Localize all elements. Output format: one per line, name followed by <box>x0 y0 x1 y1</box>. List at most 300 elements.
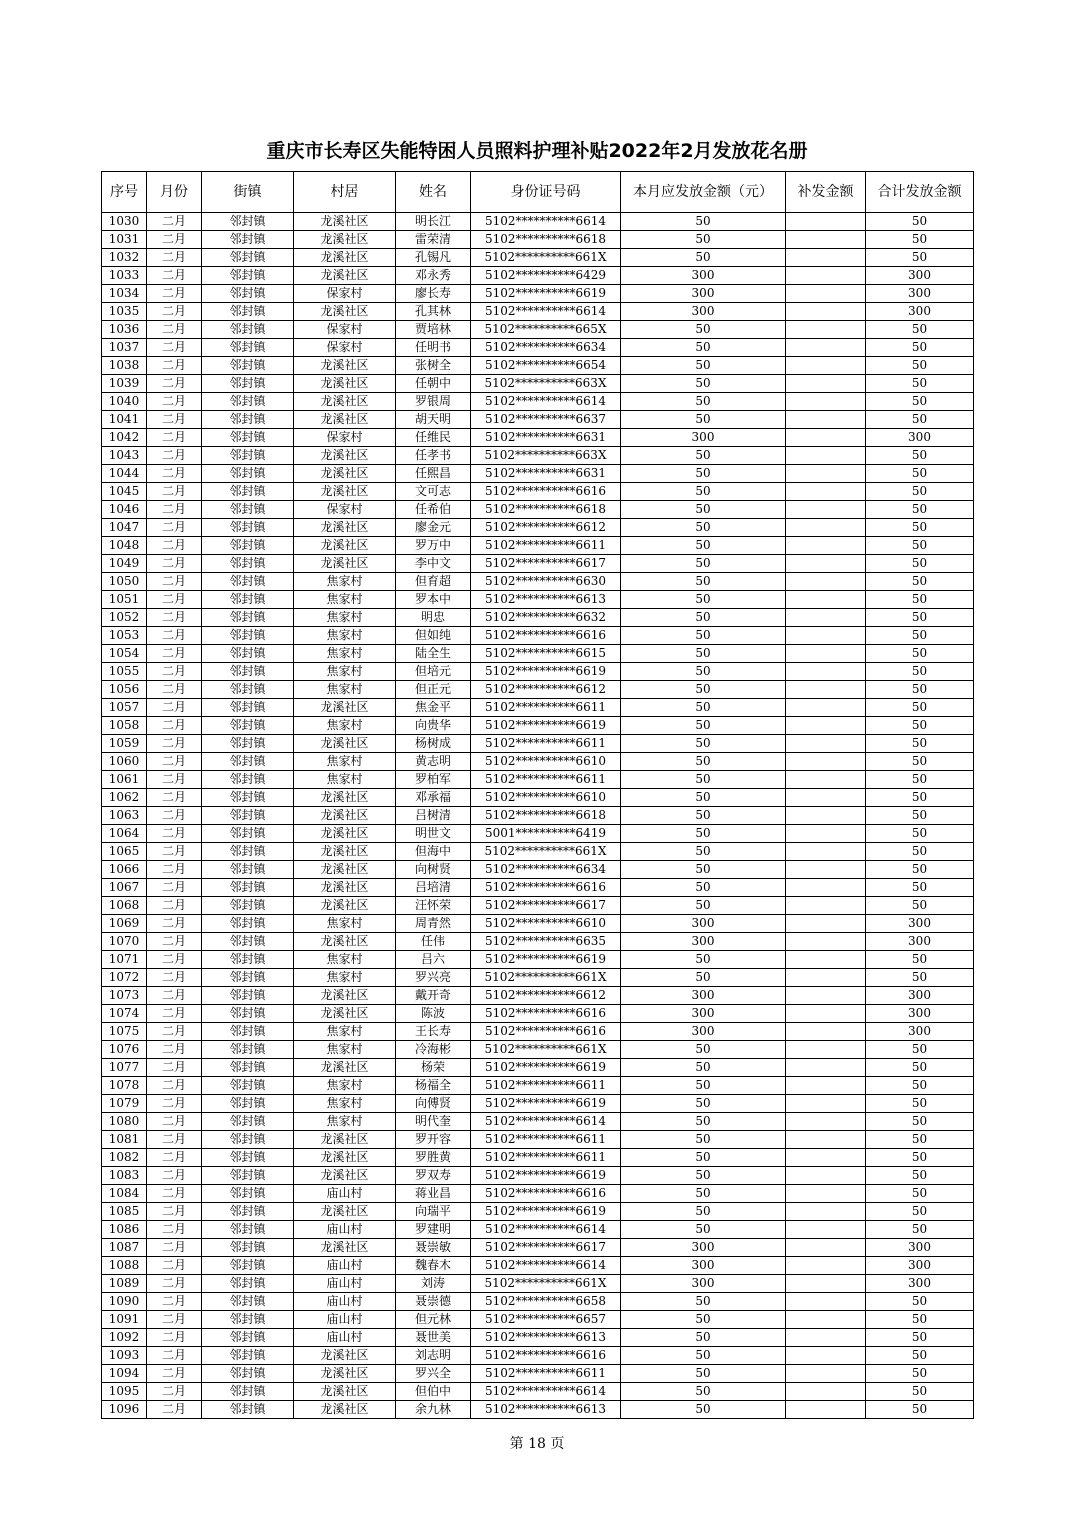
total-amount-cell: 50 <box>866 1077 974 1095</box>
name-cell: 杨树成 <box>396 735 471 753</box>
header-monthly-amount: 本月应发放金额（元） <box>621 172 786 213</box>
table-row <box>102 1023 974 1041</box>
name-cell: 刘涛 <box>396 1275 471 1293</box>
month-cell: 二月 <box>147 1383 202 1401</box>
name-cell: 蒋业昌 <box>396 1185 471 1203</box>
id-number-cell: 5102**********6618 <box>471 231 621 249</box>
month-cell: 二月 <box>147 663 202 681</box>
back-pay-cell <box>786 789 866 807</box>
id-number-cell: 5102**********6611 <box>471 735 621 753</box>
name-cell: 但元林 <box>396 1311 471 1329</box>
town-cell: 邻封镇 <box>202 519 294 537</box>
monthly-amount-cell: 300 <box>621 1005 786 1023</box>
village-cell: 龙溪社区 <box>294 987 396 1005</box>
seq-cell: 1093 <box>102 1347 147 1365</box>
monthly-amount-cell: 50 <box>621 213 786 231</box>
town-cell: 邻封镇 <box>202 1293 294 1311</box>
id-number-cell: 5102**********665X <box>471 321 621 339</box>
monthly-amount-cell: 300 <box>621 285 786 303</box>
village-cell: 龙溪社区 <box>294 213 396 231</box>
monthly-amount-cell: 50 <box>621 447 786 465</box>
town-cell: 邻封镇 <box>202 735 294 753</box>
month-cell: 二月 <box>147 825 202 843</box>
total-amount-cell: 300 <box>866 933 974 951</box>
town-cell: 邻封镇 <box>202 1311 294 1329</box>
seq-cell: 1071 <box>102 951 147 969</box>
id-number-cell: 5102**********6618 <box>471 807 621 825</box>
id-number-cell: 5102**********6616 <box>471 627 621 645</box>
back-pay-cell <box>786 807 866 825</box>
back-pay-cell <box>786 825 866 843</box>
seq-cell: 1088 <box>102 1257 147 1275</box>
seq-cell: 1040 <box>102 393 147 411</box>
back-pay-cell <box>786 645 866 663</box>
monthly-amount-cell: 50 <box>621 1311 786 1329</box>
town-cell: 邻封镇 <box>202 1275 294 1293</box>
total-amount-cell: 50 <box>866 519 974 537</box>
name-cell: 杨荣 <box>396 1059 471 1077</box>
month-cell: 二月 <box>147 1239 202 1257</box>
town-cell: 邻封镇 <box>202 915 294 933</box>
table-row <box>102 537 974 555</box>
back-pay-cell <box>786 987 866 1005</box>
total-amount-cell: 300 <box>866 1275 974 1293</box>
total-amount-cell: 50 <box>866 465 974 483</box>
header-month: 月份 <box>147 172 202 213</box>
monthly-amount-cell: 50 <box>621 609 786 627</box>
id-number-cell: 5102**********6616 <box>471 879 621 897</box>
total-amount-cell: 50 <box>866 483 974 501</box>
town-cell: 邻封镇 <box>202 447 294 465</box>
village-cell: 龙溪社区 <box>294 1203 396 1221</box>
total-amount-cell: 50 <box>866 879 974 897</box>
month-cell: 二月 <box>147 501 202 519</box>
seq-cell: 1033 <box>102 267 147 285</box>
monthly-amount-cell: 50 <box>621 699 786 717</box>
monthly-amount-cell: 50 <box>621 897 786 915</box>
table-row <box>102 591 974 609</box>
id-number-cell: 5102**********6619 <box>471 1059 621 1077</box>
name-cell: 罗兴亮 <box>396 969 471 987</box>
name-cell: 黄志明 <box>396 753 471 771</box>
total-amount-cell: 50 <box>866 1149 974 1167</box>
month-cell: 二月 <box>147 1131 202 1149</box>
village-cell: 龙溪社区 <box>294 843 396 861</box>
town-cell: 邻封镇 <box>202 591 294 609</box>
month-cell: 二月 <box>147 609 202 627</box>
total-amount-cell: 50 <box>866 1221 974 1239</box>
village-cell: 焦家村 <box>294 1041 396 1059</box>
town-cell: 邻封镇 <box>202 1329 294 1347</box>
village-cell: 龙溪社区 <box>294 537 396 555</box>
month-cell: 二月 <box>147 465 202 483</box>
back-pay-cell <box>786 411 866 429</box>
monthly-amount-cell: 50 <box>621 591 786 609</box>
total-amount-cell: 50 <box>866 447 974 465</box>
table-row <box>102 825 974 843</box>
name-cell: 任维民 <box>396 429 471 447</box>
id-number-cell: 5102**********6619 <box>471 663 621 681</box>
town-cell: 邻封镇 <box>202 1059 294 1077</box>
name-cell: 但海中 <box>396 843 471 861</box>
total-amount-cell: 50 <box>866 249 974 267</box>
total-amount-cell: 50 <box>866 1401 974 1419</box>
month-cell: 二月 <box>147 1401 202 1419</box>
monthly-amount-cell: 50 <box>621 1059 786 1077</box>
table-row <box>102 339 974 357</box>
name-cell: 明长江 <box>396 213 471 231</box>
town-cell: 邻封镇 <box>202 843 294 861</box>
total-amount-cell: 50 <box>866 231 974 249</box>
name-cell: 罗双寿 <box>396 1167 471 1185</box>
id-number-cell: 5102**********6614 <box>471 1113 621 1131</box>
seq-cell: 1053 <box>102 627 147 645</box>
monthly-amount-cell: 50 <box>621 537 786 555</box>
month-cell: 二月 <box>147 1023 202 1041</box>
month-cell: 二月 <box>147 411 202 429</box>
seq-cell: 1036 <box>102 321 147 339</box>
name-cell: 聂世美 <box>396 1329 471 1347</box>
id-number-cell: 5102**********6614 <box>471 1221 621 1239</box>
back-pay-cell <box>786 1293 866 1311</box>
seq-cell: 1043 <box>102 447 147 465</box>
back-pay-cell <box>786 249 866 267</box>
seq-cell: 1070 <box>102 933 147 951</box>
village-cell: 焦家村 <box>294 609 396 627</box>
town-cell: 邻封镇 <box>202 375 294 393</box>
seq-cell: 1095 <box>102 1383 147 1401</box>
town-cell: 邻封镇 <box>202 1221 294 1239</box>
month-cell: 二月 <box>147 213 202 231</box>
back-pay-cell <box>786 1329 866 1347</box>
seq-cell: 1035 <box>102 303 147 321</box>
total-amount-cell: 50 <box>866 339 974 357</box>
back-pay-cell <box>786 681 866 699</box>
town-cell: 邻封镇 <box>202 1365 294 1383</box>
monthly-amount-cell: 50 <box>621 339 786 357</box>
village-cell: 保家村 <box>294 501 396 519</box>
month-cell: 二月 <box>147 1347 202 1365</box>
table-row <box>102 1077 974 1095</box>
total-amount-cell: 50 <box>866 375 974 393</box>
name-cell: 罗开容 <box>396 1131 471 1149</box>
page-number: 第 18 页 <box>509 1436 565 1452</box>
monthly-amount-cell: 50 <box>621 1185 786 1203</box>
village-cell: 龙溪社区 <box>294 447 396 465</box>
monthly-amount-cell: 50 <box>621 807 786 825</box>
id-number-cell: 5102**********6616 <box>471 483 621 501</box>
table-row <box>102 267 974 285</box>
id-number-cell: 5102**********6617 <box>471 555 621 573</box>
village-cell: 龙溪社区 <box>294 1005 396 1023</box>
id-number-cell: 5102**********6619 <box>471 1167 621 1185</box>
seq-cell: 1087 <box>102 1239 147 1257</box>
table-row <box>102 1005 974 1023</box>
town-cell: 邻封镇 <box>202 753 294 771</box>
town-cell: 邻封镇 <box>202 969 294 987</box>
id-number-cell: 5102**********6611 <box>471 1131 621 1149</box>
back-pay-cell <box>786 1239 866 1257</box>
name-cell: 任孝书 <box>396 447 471 465</box>
seq-cell: 1080 <box>102 1113 147 1131</box>
village-cell: 龙溪社区 <box>294 789 396 807</box>
month-cell: 二月 <box>147 357 202 375</box>
month-cell: 二月 <box>147 1095 202 1113</box>
month-cell: 二月 <box>147 987 202 1005</box>
total-amount-cell: 300 <box>866 1023 974 1041</box>
monthly-amount-cell: 50 <box>621 1383 786 1401</box>
month-cell: 二月 <box>147 537 202 555</box>
seq-cell: 1072 <box>102 969 147 987</box>
back-pay-cell <box>786 753 866 771</box>
monthly-amount-cell: 300 <box>621 1275 786 1293</box>
table-row <box>102 969 974 987</box>
name-cell: 罗本中 <box>396 591 471 609</box>
monthly-amount-cell: 50 <box>621 879 786 897</box>
seq-cell: 1042 <box>102 429 147 447</box>
seq-cell: 1069 <box>102 915 147 933</box>
month-cell: 二月 <box>147 879 202 897</box>
monthly-amount-cell: 50 <box>621 1167 786 1185</box>
id-number-cell: 5102**********6631 <box>471 465 621 483</box>
village-cell: 龙溪社区 <box>294 375 396 393</box>
total-amount-cell: 50 <box>866 825 974 843</box>
month-cell: 二月 <box>147 231 202 249</box>
total-amount-cell: 50 <box>866 843 974 861</box>
seq-cell: 1081 <box>102 1131 147 1149</box>
town-cell: 邻封镇 <box>202 789 294 807</box>
table-row <box>102 1131 974 1149</box>
table-row <box>102 1149 974 1167</box>
page-title: 重庆市长寿区失能特困人员照料护理补贴2022年2月发放花名册 <box>266 140 808 162</box>
table-row <box>102 1239 974 1257</box>
village-cell: 焦家村 <box>294 717 396 735</box>
village-cell: 焦家村 <box>294 1023 396 1041</box>
name-cell: 任希伯 <box>396 501 471 519</box>
id-number-cell: 5102**********6611 <box>471 537 621 555</box>
village-cell: 庙山村 <box>294 1257 396 1275</box>
id-number-cell: 5102**********6616 <box>471 1185 621 1203</box>
monthly-amount-cell: 50 <box>621 1077 786 1095</box>
table-row <box>102 1041 974 1059</box>
seq-cell: 1049 <box>102 555 147 573</box>
back-pay-cell <box>786 897 866 915</box>
back-pay-cell <box>786 1275 866 1293</box>
back-pay-cell <box>786 537 866 555</box>
village-cell: 龙溪社区 <box>294 1149 396 1167</box>
month-cell: 二月 <box>147 519 202 537</box>
town-cell: 邻封镇 <box>202 1005 294 1023</box>
name-cell: 吕树清 <box>396 807 471 825</box>
id-number-cell: 5102**********6610 <box>471 753 621 771</box>
village-cell: 焦家村 <box>294 573 396 591</box>
month-cell: 二月 <box>147 591 202 609</box>
village-cell: 焦家村 <box>294 969 396 987</box>
town-cell: 邻封镇 <box>202 1167 294 1185</box>
total-amount-cell: 50 <box>866 753 974 771</box>
back-pay-cell <box>786 771 866 789</box>
seq-cell: 1052 <box>102 609 147 627</box>
name-cell: 罗柏军 <box>396 771 471 789</box>
table-row <box>102 915 974 933</box>
village-cell: 龙溪社区 <box>294 393 396 411</box>
monthly-amount-cell: 50 <box>621 483 786 501</box>
village-cell: 保家村 <box>294 339 396 357</box>
town-cell: 邻封镇 <box>202 771 294 789</box>
id-number-cell: 5102**********6632 <box>471 609 621 627</box>
name-cell: 明世文 <box>396 825 471 843</box>
total-amount-cell: 50 <box>866 393 974 411</box>
name-cell: 但伯中 <box>396 1383 471 1401</box>
seq-cell: 1077 <box>102 1059 147 1077</box>
name-cell: 廖金元 <box>396 519 471 537</box>
monthly-amount-cell: 50 <box>621 249 786 267</box>
id-number-cell: 5102**********6611 <box>471 699 621 717</box>
month-cell: 二月 <box>147 699 202 717</box>
name-cell: 明忠 <box>396 609 471 627</box>
table-row <box>102 843 974 861</box>
seq-cell: 1056 <box>102 681 147 699</box>
id-number-cell: 5102**********6614 <box>471 303 621 321</box>
month-cell: 二月 <box>147 1257 202 1275</box>
village-cell: 焦家村 <box>294 1113 396 1131</box>
total-amount-cell: 50 <box>866 1293 974 1311</box>
back-pay-cell <box>786 1059 866 1077</box>
village-cell: 龙溪社区 <box>294 1131 396 1149</box>
monthly-amount-cell: 50 <box>621 1203 786 1221</box>
name-cell: 但正元 <box>396 681 471 699</box>
header-seq: 序号 <box>102 172 147 213</box>
table-row <box>102 231 974 249</box>
table-row <box>102 879 974 897</box>
name-cell: 任朝中 <box>396 375 471 393</box>
id-number-cell: 5102**********6614 <box>471 393 621 411</box>
back-pay-cell <box>786 447 866 465</box>
village-cell: 庙山村 <box>294 1329 396 1347</box>
back-pay-cell <box>786 591 866 609</box>
town-cell: 邻封镇 <box>202 681 294 699</box>
table-row <box>102 1257 974 1275</box>
table-row <box>102 573 974 591</box>
total-amount-cell: 50 <box>866 1329 974 1347</box>
table-row <box>102 1095 974 1113</box>
table-row <box>102 1329 974 1347</box>
month-cell: 二月 <box>147 339 202 357</box>
month-cell: 二月 <box>147 429 202 447</box>
monthly-amount-cell: 50 <box>621 1095 786 1113</box>
table-row <box>102 1383 974 1401</box>
month-cell: 二月 <box>147 717 202 735</box>
back-pay-cell <box>786 735 866 753</box>
total-amount-cell: 50 <box>866 663 974 681</box>
id-number-cell: 5102**********6611 <box>471 1077 621 1095</box>
id-number-cell: 5102**********6429 <box>471 267 621 285</box>
month-cell: 二月 <box>147 1311 202 1329</box>
total-amount-cell: 50 <box>866 789 974 807</box>
id-number-cell: 5102**********6617 <box>471 1239 621 1257</box>
month-cell: 二月 <box>147 483 202 501</box>
id-number-cell: 5102**********6614 <box>471 1257 621 1275</box>
monthly-amount-cell: 50 <box>621 501 786 519</box>
back-pay-cell <box>786 465 866 483</box>
village-cell: 焦家村 <box>294 591 396 609</box>
table-row <box>102 1275 974 1293</box>
seq-cell: 1063 <box>102 807 147 825</box>
monthly-amount-cell: 50 <box>621 375 786 393</box>
roster-table <box>101 171 974 1419</box>
total-amount-cell: 50 <box>866 357 974 375</box>
id-number-cell: 5102**********6637 <box>471 411 621 429</box>
total-amount-cell: 50 <box>866 411 974 429</box>
village-cell: 庙山村 <box>294 1185 396 1203</box>
back-pay-cell <box>786 969 866 987</box>
monthly-amount-cell: 50 <box>621 393 786 411</box>
total-amount-cell: 50 <box>866 1113 974 1131</box>
roster-body <box>102 213 974 1419</box>
town-cell: 邻封镇 <box>202 627 294 645</box>
town-cell: 邻封镇 <box>202 1383 294 1401</box>
village-cell: 焦家村 <box>294 645 396 663</box>
town-cell: 邻封镇 <box>202 501 294 519</box>
name-cell: 张树全 <box>396 357 471 375</box>
id-number-cell: 5102**********6616 <box>471 1023 621 1041</box>
seq-cell: 1089 <box>102 1275 147 1293</box>
town-cell: 邻封镇 <box>202 825 294 843</box>
total-amount-cell: 50 <box>866 1131 974 1149</box>
month-cell: 二月 <box>147 951 202 969</box>
total-amount-cell: 300 <box>866 987 974 1005</box>
table-row <box>102 1221 974 1239</box>
month-cell: 二月 <box>147 861 202 879</box>
monthly-amount-cell: 50 <box>621 1149 786 1167</box>
monthly-amount-cell: 50 <box>621 789 786 807</box>
monthly-amount-cell: 50 <box>621 681 786 699</box>
monthly-amount-cell: 50 <box>621 1113 786 1131</box>
village-cell: 龙溪社区 <box>294 1401 396 1419</box>
id-number-cell: 5102**********661X <box>471 843 621 861</box>
town-cell: 邻封镇 <box>202 951 294 969</box>
name-cell: 孔锡凡 <box>396 249 471 267</box>
table-row <box>102 321 974 339</box>
village-cell: 龙溪社区 <box>294 483 396 501</box>
total-amount-cell: 50 <box>866 969 974 987</box>
village-cell: 保家村 <box>294 429 396 447</box>
town-cell: 邻封镇 <box>202 249 294 267</box>
header-id-number: 身份证号码 <box>471 172 621 213</box>
table-row <box>102 681 974 699</box>
back-pay-cell <box>786 375 866 393</box>
village-cell: 龙溪社区 <box>294 735 396 753</box>
town-cell: 邻封镇 <box>202 1185 294 1203</box>
seq-cell: 1054 <box>102 645 147 663</box>
seq-cell: 1084 <box>102 1185 147 1203</box>
id-number-cell: 5001**********6419 <box>471 825 621 843</box>
town-cell: 邻封镇 <box>202 1041 294 1059</box>
town-cell: 邻封镇 <box>202 1401 294 1419</box>
name-cell: 胡天明 <box>396 411 471 429</box>
town-cell: 邻封镇 <box>202 285 294 303</box>
monthly-amount-cell: 50 <box>621 843 786 861</box>
monthly-amount-cell: 50 <box>621 735 786 753</box>
village-cell: 龙溪社区 <box>294 699 396 717</box>
town-cell: 邻封镇 <box>202 609 294 627</box>
id-number-cell: 5102**********6613 <box>471 1401 621 1419</box>
village-cell: 龙溪社区 <box>294 1365 396 1383</box>
table-row <box>102 717 974 735</box>
month-cell: 二月 <box>147 375 202 393</box>
total-amount-cell: 50 <box>866 1347 974 1365</box>
village-cell: 龙溪社区 <box>294 1347 396 1365</box>
